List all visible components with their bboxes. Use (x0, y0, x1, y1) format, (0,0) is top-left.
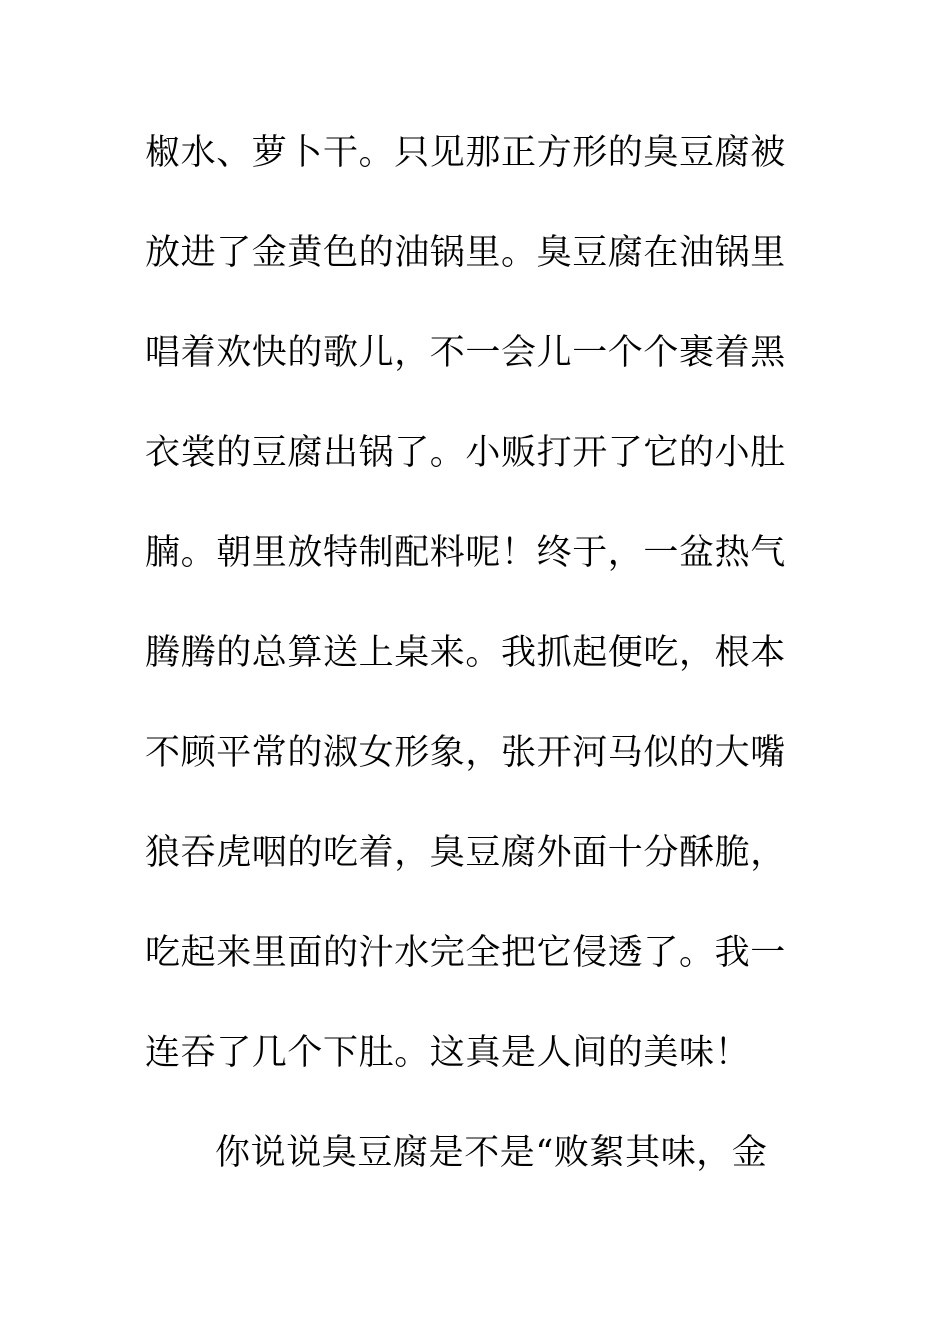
text-line: 腩。朝里放特制配料呢！终于，一盆热气 (145, 533, 786, 573)
text-line: 放进了金黄色的油锅里。臭豆腐在油锅里 (145, 233, 786, 273)
text-line: 吃起来里面的汁水完全把它侵透了。我一 (145, 933, 786, 973)
text-line: 腾腾的总算送上桌来。我抓起便吃，根本 (145, 633, 786, 673)
body-text (145, 125, 786, 1225)
text-line: 不顾平常的淑女形象，张开河马似的大嘴 (145, 733, 786, 773)
text-line: 椒水、萝卜干。只见那正方形的臭豆腐被 (145, 133, 786, 173)
text-line: 衣裳的豆腐出锅了。小贩打开了它的小肚 (145, 433, 786, 473)
paragraph-first-line: 你说说臭豆腐是不是“败絮其味，金 (215, 1133, 768, 1173)
text-line: 狼吞虎咽的吃着，臭豆腐外面十分酥脆， (145, 833, 786, 873)
text-line: 唱着欢快的歌儿，不一会儿一个个裹着黑 (145, 333, 786, 373)
text-line: 连吞了几个下肚。这真是人间的美味！ (145, 1033, 751, 1073)
